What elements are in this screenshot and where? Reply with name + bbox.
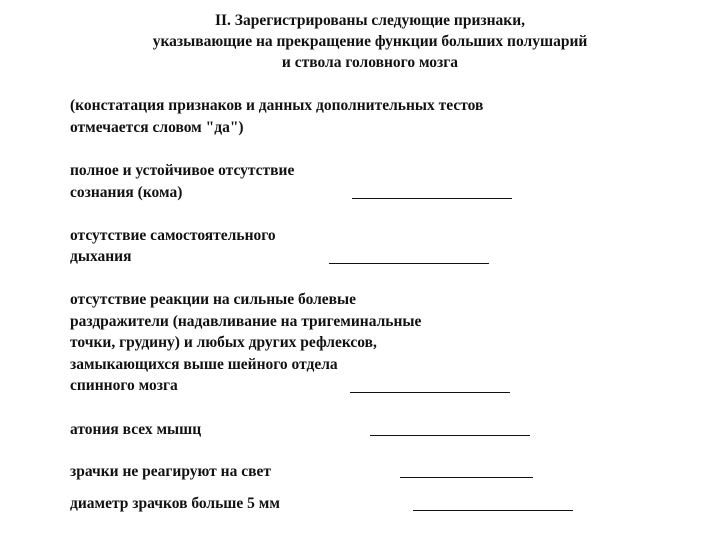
criterion-reflexes-label-line-1: отсутствие реакции на сильные болевые [70,291,357,308]
criterion-breathing-label-line-1: отсутствие самостоятельного [70,227,276,244]
criterion-pupil-diameter-answer-field[interactable] [413,510,573,511]
heading-line-2: указывающие на прекращение функции больших полушарий [152,33,588,50]
criterion-coma-answer-field[interactable] [352,198,512,199]
heading-line-3: и ствола головного мозга [281,54,459,71]
section-heading [80,10,660,73]
criterion-pupil-reaction-label: зрачки не реагируют на свет [70,463,271,480]
heading-line-1: II. Зарегистрированы следующие признаки, [214,12,526,29]
criterion-coma-label-line-2: сознания (кома) [70,184,183,201]
criterion-reflexes-answer-field[interactable] [350,392,510,393]
instruction-note-line-1: (констатация признаков и данных дополнительных тестов [70,97,484,114]
criterion-reflexes-label-line-2: раздражители (надавливание на тригеминальные [70,313,422,330]
instruction-note-line-2: отмечается словом "да") [70,119,244,136]
criterion-reflexes-label-line-5: спинного мозга [70,377,178,394]
criterion-breathing-answer-field[interactable] [329,263,489,264]
criterion-atonia-answer-field[interactable] [370,435,530,436]
criterion-breathing-label-line-2: дыхания [70,248,132,265]
criterion-reflexes-label-line-4: замыкающихся выше шейного отдела [70,356,338,373]
criterion-pupil-diameter-label: диаметр зрачков больше 5 мм [70,495,280,512]
criterion-atonia-label: атония всех мышц [70,421,202,438]
criterion-reflexes-label-line-3: точки, грудину) и любых других рефлексов, [70,334,377,351]
criterion-coma-label-line-1: полное и устойчивое отсутствие [70,162,295,179]
criterion-pupil-reaction-answer-field[interactable] [400,477,533,478]
